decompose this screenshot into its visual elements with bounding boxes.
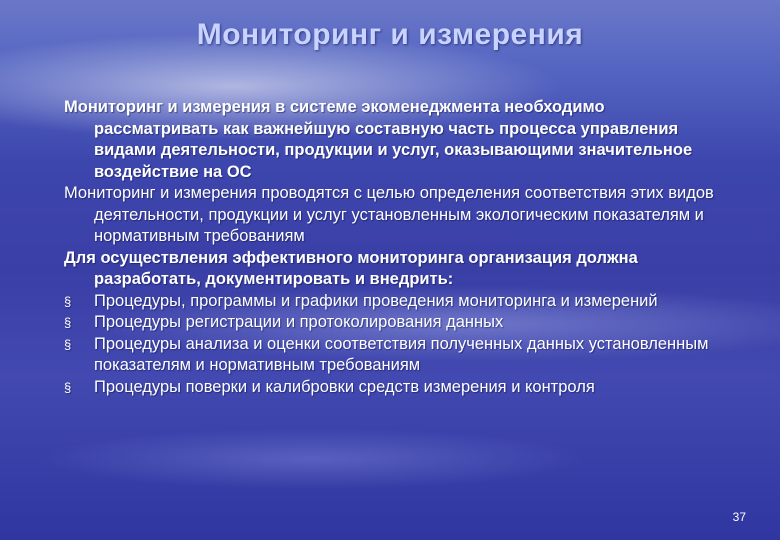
bullet-item-3: [64, 334, 724, 377]
bullet-text: Процедуры регистрации и протоколирования данных: [94, 313, 504, 331]
bullet-item-2: [64, 312, 724, 334]
bullet-text: Процедуры поверки и калибровки средств измерения и контроля: [94, 377, 595, 396]
bullet-text: Процедуры, программы и графики проведения мониторинга и измерений: [94, 291, 658, 310]
bullet-mark-icon: §: [64, 379, 72, 395]
paragraph-2: Мониторинг и измерения проводятся с целью определения соответствия этих видов деятельности, продукции и услуг установленным экологическим показателям и нормативным требованиям: [64, 184, 714, 245]
bullet-item-4: [64, 377, 724, 399]
bullet-mark-icon: §: [64, 336, 72, 352]
bullet-item-1: [64, 291, 724, 313]
bullet-text: Процедуры анализа и оценки соответствия полученных данных установленным показателям и нормативным требованиям: [94, 334, 709, 374]
slide-content: [64, 97, 724, 398]
paragraph-3: Для осуществления эффективного мониторинга организация должна разработать, документировать и внедрить:: [64, 248, 638, 288]
bullet-mark-icon: §: [64, 293, 72, 309]
bullet-mark-icon: §: [64, 315, 72, 330]
page-number: 37: [732, 510, 746, 524]
paragraph-1: Мониторинг и измерения в системе экоменеджмента необходимо рассматривать как важнейшую составную часть процесса управления видами деятельности, продукции и услуг, оказывающими значительное воздействие на ОС: [64, 98, 693, 181]
slide-title: Мониторинг и измерения: [196, 18, 584, 51]
